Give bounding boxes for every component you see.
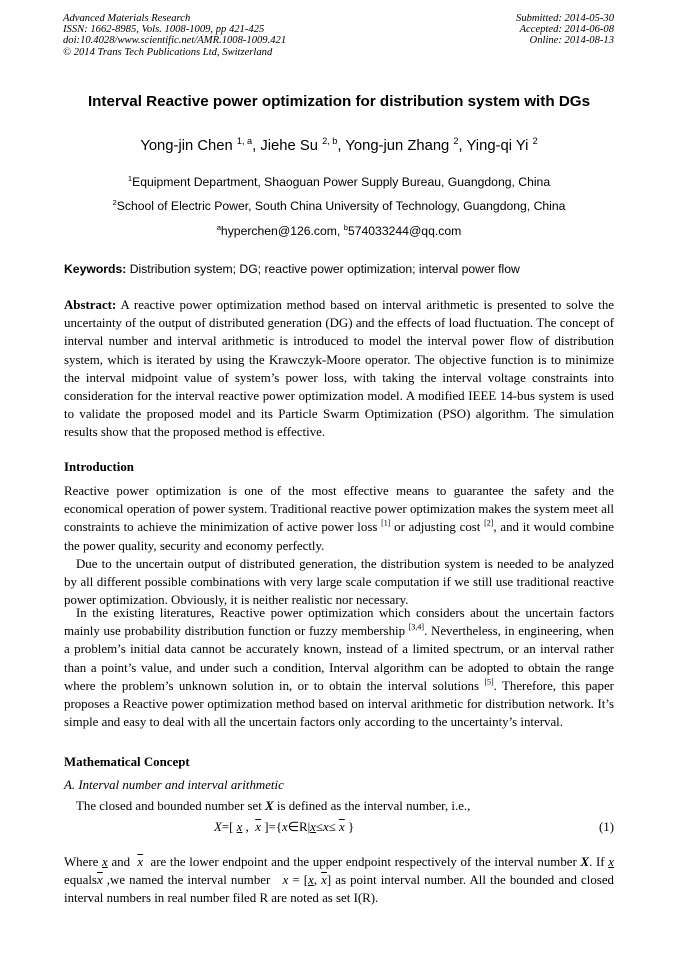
math-paragraph-2: Where x and $\overline{x}$ are the lower endpoint and the upper endpoint respectively of the interval number X. If x $equals\overline{x}$ ,we named the interval number x = [x, $\overline{x}$] as point interval number. All the bounded and closed interval numbers in real number filed R are noted as set I(R). xyxy=(64,855,614,906)
doi-line: doi:10.4028/www.scientific.net/AMR.1008-1009.421 xyxy=(63,35,287,47)
accepted-date: Accepted: 2014-06-08 xyxy=(519,24,614,36)
affiliation-1 xyxy=(0,175,678,189)
author-sup: 2 xyxy=(453,136,459,147)
online-date: Online: 2014-08-13 xyxy=(529,35,614,47)
copyright-line: © 2014 Trans Tech Publications Ltd, Switzerland xyxy=(63,46,273,58)
abstract xyxy=(64,296,614,442)
author-name: Ying-qi Yi xyxy=(466,138,529,154)
issn-line: ISSN: 1662-8985, Vols. 1008-1009, pp 421-425 xyxy=(63,24,265,36)
intro-paragraph-2: Due to the uncertain output of distributed generation, the distribution system is needed to be analyzed by all different possible combinations with very large scale computation if we still use traditional reactive power optimization. Obviously, it is neither realistic nor necessary. xyxy=(64,557,614,608)
abstract-label: Abstract: xyxy=(64,298,117,312)
abstract-text: A reactive power optimization method based on interval arithmetic is presented to solve the uncertainty of the output of distributed generation (DG) and the effects of load fluctuation. The concept of interval number and interval arithmetic is introduced to model the interval power flow of distribution system, which is iterated by using the Krawczyk-Moore operator. The objective function is to minimize the interval midpoint value of system’s power loss, with taking the interval voltage constraints into consideration for the interval reactive power optimization model. A modified IEEE 14-bus system is used to validate the proposed model and its Particle Swarm Optimization (PSO) algorithm. The simulation results show that the proposed method is effective. xyxy=(64,298,614,440)
journal-header xyxy=(63,13,286,58)
email-b[interactable]: 574033244@qq.com xyxy=(347,224,462,238)
keywords-label: Keywords: xyxy=(64,262,127,276)
subsection-heading: A. Interval number and interval arithmetic xyxy=(64,778,284,792)
email-line xyxy=(0,224,678,238)
author-sup: 2 xyxy=(532,136,538,147)
email-sup: a xyxy=(216,222,221,232)
affiliation-2 xyxy=(0,199,678,213)
keywords xyxy=(64,262,616,276)
intro-paragraph-1: Reactive power optimization is one of the most effective means to guarantee the safety and the economical operation of power system. Traditional reactive power optimization makes the system meet all constraints to achieve the minimization of active power loss [1] or adjusting cost [2], and it would combine the power quality, security and economy perfectly. xyxy=(64,484,614,553)
citation[interactable]: [3,4] xyxy=(408,622,425,632)
aff-sup: 1 xyxy=(127,173,133,183)
section-heading-introduction: Introduction xyxy=(64,460,134,474)
section-heading-math: Mathematical Concept xyxy=(64,755,190,769)
email-a[interactable]: hyperchen@126.com, xyxy=(220,224,341,238)
aff-text: School of Electric Power, South China University of Technology, Guangdong, China xyxy=(116,199,566,213)
paper-title: Interval Reactive power optimization for distribution system with DGs xyxy=(87,93,591,110)
intro-paragraph-3: In the existing literatures, Reactive power optimization which considers about the uncertain factors mainly use probability distribution function or fuzzy membership [3,4]. Nevertheless, in engineering, when a problem’s initial data cannot be accurately known, instead of a limited spectrum, or an interval rather than a point’s value, and under such a condition, Interval algorithm can be adopted to obtain the range where the problem’s unknown solution in, or to obtain the interval solutions [5]. Therefore, this paper proposes a Reactive power optimization method based on interval arithmetic for distribution network. It’s simple and easy to deal with all the uncertain factors only according to the uncertainty’s interval. xyxy=(64,606,614,730)
citation[interactable]: [2] xyxy=(484,519,494,529)
author-name: Yong-jin Chen xyxy=(140,138,233,154)
author-sup: 2, b xyxy=(322,136,338,147)
author-list: Yong-jin Chen $^{1, a}$, Jiehe Su $^{2, b}$, Yong-jun Zhang $^2$, Ying-qi Yi $^2$ xyxy=(140,136,538,154)
author-sup: 1, a xyxy=(236,136,253,147)
email-sup: b xyxy=(343,222,348,232)
author-name: Jiehe Su xyxy=(260,138,318,154)
math-paragraph-1: The closed and bounded number set X is defined as the interval number, i.e., xyxy=(76,799,471,813)
author-name: Yong-jun Zhang xyxy=(345,138,450,154)
dates-header xyxy=(516,13,614,47)
equation-number: (1) xyxy=(598,820,614,834)
aff-sup: 2 xyxy=(112,197,117,207)
citation[interactable]: [1] xyxy=(381,519,391,529)
equation-1: X=[ x , $\overline{x}$ ]={x∈R|x≤x≤ $\overline{x}$ } xyxy=(214,820,355,834)
submitted-date: Submitted: 2014-05-30 xyxy=(516,13,614,24)
aff-text: Equipment Department, Shaoguan Power Supply Bureau, Guangdong, China xyxy=(132,175,551,189)
citation[interactable]: [5] xyxy=(484,677,494,687)
journal-name: Advanced Materials Research xyxy=(63,13,191,24)
keywords-text: Distribution system; DG; reactive power optimization; interval power flow xyxy=(129,262,520,276)
